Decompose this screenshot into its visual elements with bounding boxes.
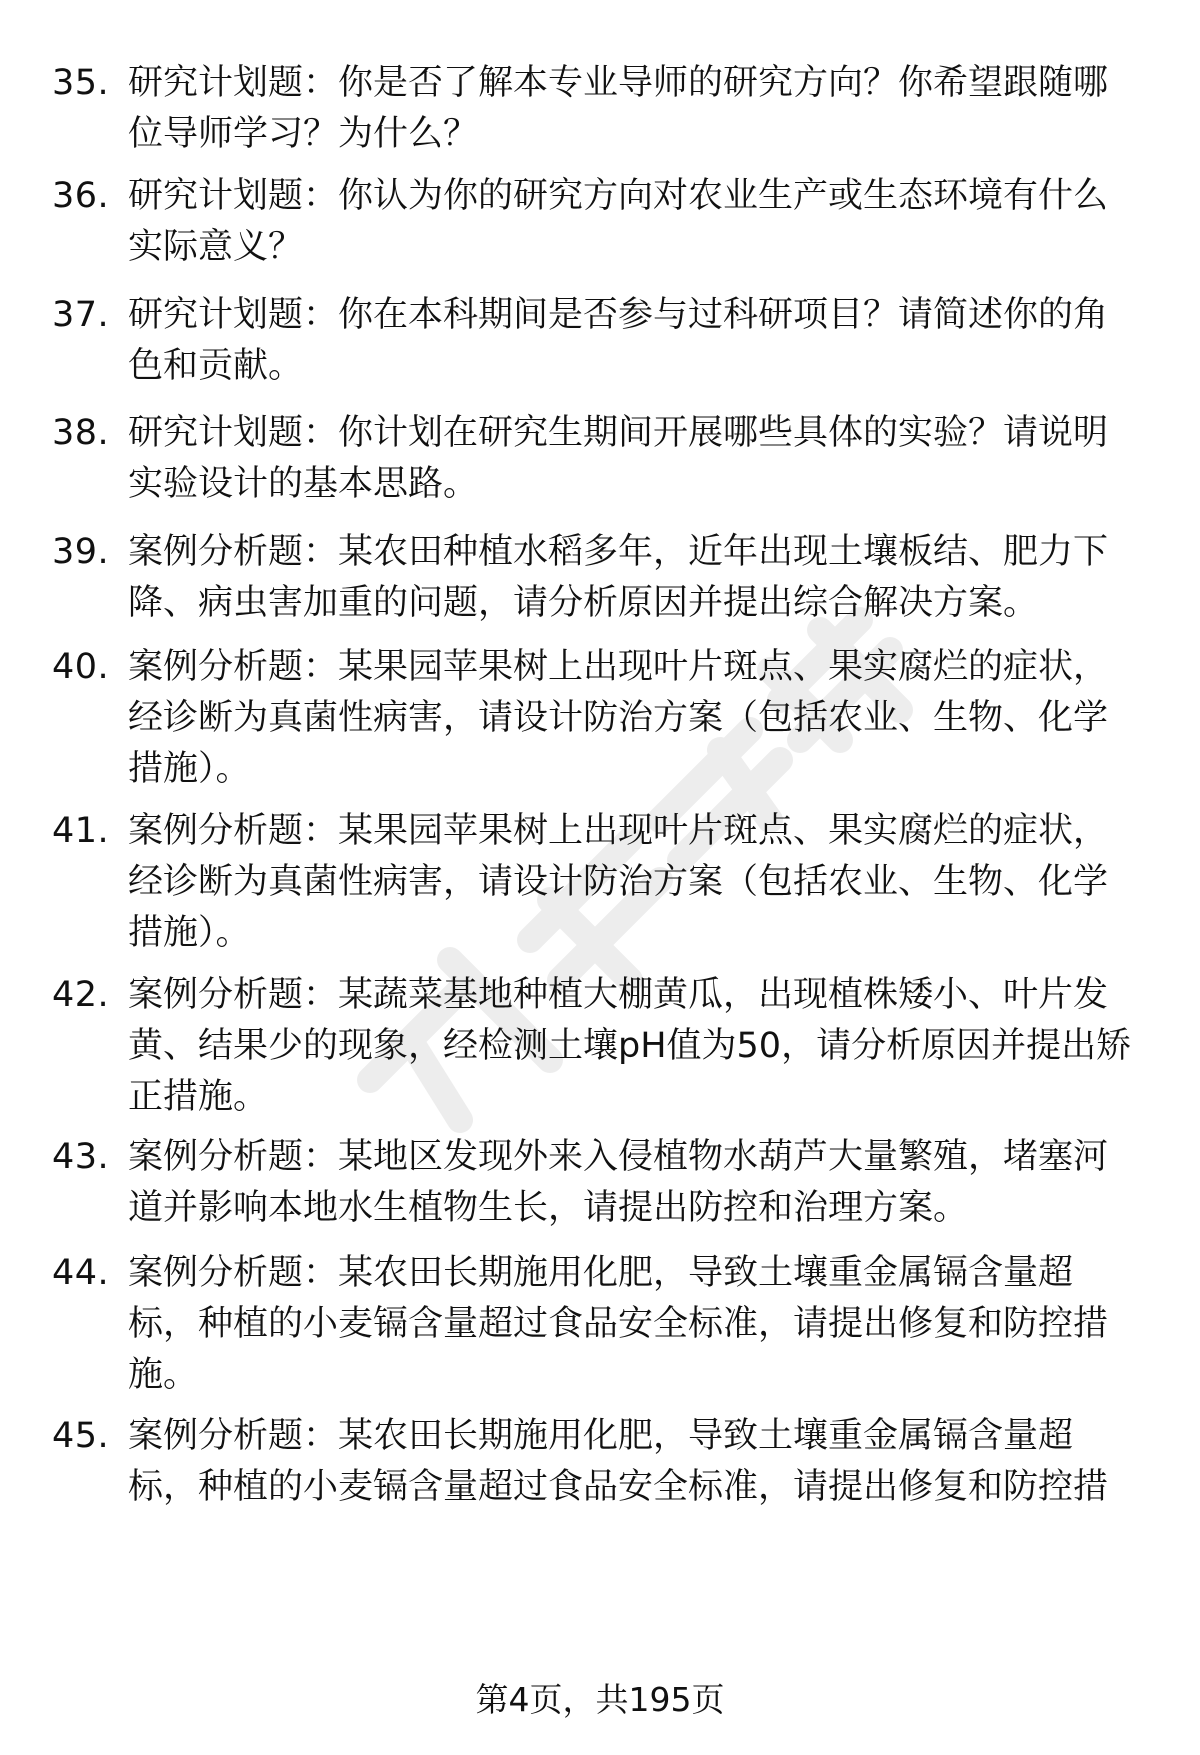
question-number: 43. [52,1137,110,1177]
question-text: 案例分析题：某农田种植水稻多年，近年出现土壤板结、肥力下 降、病虫害加重的问题，请分析原因并提出综合解决方案。 [128,532,1109,623]
question-text: 研究计划题：你是否了解本专业导师的研究方向？你希望跟随哪 位导师学习？为什么？ [128,63,1109,154]
question-text: 研究计划题：你认为你的研究方向对农业生产或生态环境有什么 实际意义？ [128,176,1109,267]
question-number: 40. [52,647,110,687]
question-text: 研究计划题：你在本科期间是否参与过科研项目？请简述你的角 色和贡献。 [128,295,1109,386]
question-text: 研究计划题：你计划在研究生期间开展哪些具体的实验？请说明 实验设计的基本思路。 [128,413,1109,504]
question-text: 案例分析题：某果园苹果树上出现叶片斑点、果实腐烂的症状， 经诊断为真菌性病害，请设计防治方案（包括农业、生物、化学 措施）。 [128,647,1109,789]
question-text: 案例分析题：某农田长期施用化肥，导致土壤重金属镉含量超 标，种植的小麦镉含量超过食品安全标准，请提出修复和防控措 [128,1416,1109,1507]
question-number: 41. [52,811,110,851]
question-text: 案例分析题：某农田长期施用化肥，导致土壤重金属镉含量超 标，种植的小麦镉含量超过食品安全标准，请提出修复和防控措 施。 [128,1253,1109,1395]
question-number: 36. [52,176,110,216]
page-number: 第4页，共195页 [475,1680,725,1719]
question-number: 35. [52,63,110,103]
question-number: 44. [52,1253,110,1293]
question-number: 45. [52,1416,110,1456]
question-text: 案例分析题：某地区发现外来入侵植物水葫芦大量繁殖，堵塞河 道并影响本地水生植物生长，请提出防控和治理方案。 [128,1137,1109,1228]
question-number: 38. [52,413,110,453]
question-number: 42. [52,975,110,1015]
question-text: 案例分析题：某蔬菜基地种植大棚黄瓜，出现植株矮小、叶片发 黄、结果少的现象，经检测土壤pH值为50，请分析原因并提出矫 正措施。 [128,975,1132,1117]
question-number: 37. [52,295,110,335]
question-text: 案例分析题：某果园苹果树上出现叶片斑点、果实腐烂的症状， 经诊断为真菌性病害，请设计防治方案（包括农业、生物、化学 措施）。 [128,811,1109,953]
question-number: 39. [52,532,110,572]
